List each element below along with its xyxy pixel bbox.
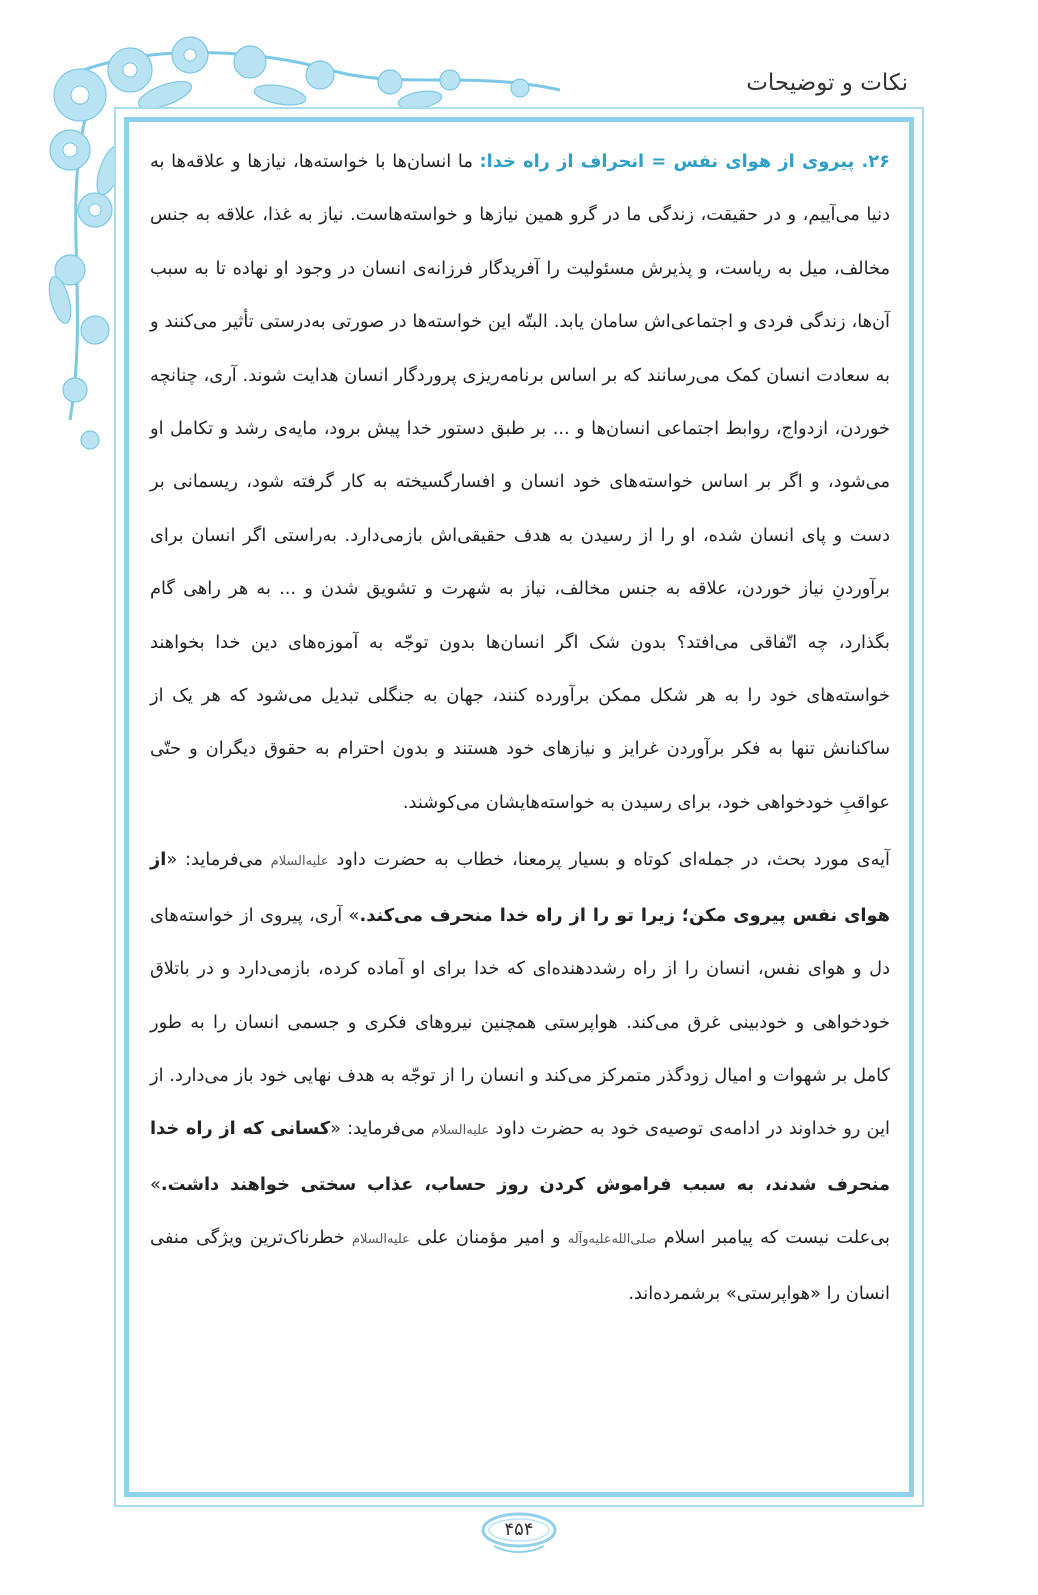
paragraph-text: و امیر مؤمنان علی [409,1227,568,1249]
honorific: صلی‌الله‌علیه‌وآله [567,1232,657,1248]
honorific: علیه‌السلام [270,854,329,870]
page-header-title: نکات و توضیحات [746,70,908,96]
paragraph-text: می‌فرماید: « [330,1118,432,1140]
paragraph-text: ما انسان‌ها با خواسته‌ها، نیازها و علاقه‌ها به دنیا می‌آییم، و در حقیقت، زندگی ما در گرو همین نیازها و خواسته‌هاست. نیاز به غذا، علاقه به جنس مخالف، میل به ریاست، و پذیرش مسئولیت را آفریدگار فرزانه‌ی انسان در وجود او نهاده تا به سبب آن‌ها، زندگی فردی و اجتماعی‌اش سامان یابد. البتّه این خواسته‌ها در صورتی به‌درستی تأثیر می‌کنند و به سعادت انسان کمک می‌رسانند که بر اساس برنامه‌ریزی پروردگار انسان هدایت شوند. آری، چنانچه خوردن، ازدواج، روابط اجتماعی انسان‌ها و ... بر طبق دستور خدا پیش برود، مایه‌ی رشد و تکامل او می‌شود، و اگر بر اساس خواسته‌های خود انسان و افسارگسیخته به کار گرفته شود، ریسمانی بر دست و پای انسان شده، او را از رسیدن به هدف حقیقی‌اش بازمی‌دارد. به‌راستی اگر انسان برای برآوردنِ نیاز خوردن، علاقه به جنس مخالف، نیاز به شهرت و تشویق شدن و ... به هر راهی گام بگذارد، چه اتّفاقی می‌افتد؟ بدون شک اگر انسان‌ها بدون توجّه به آموزه‌های دین خدا بخواهند خواسته‌های خود را به هر شکل ممکن برآورده کنند، جهان به جنگلی تبدیل می‌شود که هر یک از ساکنانش تنها به فکر برآوردن غرایز و نیازهای خود هستند و بدون احترام به حقوق دیگران و حتّی عواقبِ خودخواهی خود، برای رسیدن به خواسته‌هایشان می‌کوشند. [150,151,890,813]
honorific: علیه‌السلام [351,1232,410,1248]
paragraph-text: » آری، پیروی از خواسته‌های دل و هوای نفس، انسان را از راه رشددهنده‌ای که خدا برای او آماده کرده، بازمی‌دارد و در باتلاق خودخواهی و خودبینی غرق می‌کند. هواپرستی همچنین نیروهای فکری و جسمی انسان را به طور کامل بر شهوات و امیال زودگذر متمرکز می‌کند و انسان را از توجّه به هدف نهایی خود باز می‌دارد. از این رو خداوند در ادامه‌ی توصیه‌ی خود به حضرت داود [150,904,890,1140]
paragraph-2 [150,833,890,1320]
quran-quote: کسانی که از راه خدا منحرف شدند، به سبب فراموش کردن روز حساب، عذاب سختی خواهند داشت. [150,1118,890,1195]
quran-quote: از هوای نفس پیروی مکن؛ زیرا تو را از راه خدا منحرف می‌کند. [150,849,890,926]
paragraph-1 [150,135,890,829]
paragraph-text: آیه‌ی مورد بحث، در جمله‌ای کوتاه و بسیار پرمعنا، خطاب به حضرت داود [328,849,890,871]
paragraph-text: خطرناک‌ترین ویژگی منفی انسان را «هواپرستی» برشمرده‌اند. [150,1227,890,1304]
paragraph-text: می‌فرماید: « [166,849,271,871]
page-number: ۴۵۴ [504,1519,534,1540]
page-number-badge [474,1510,564,1554]
honorific: علیه‌السلام [431,1123,490,1139]
section-heading: ۲۶. پیروی از هوای نفس = انحراف از راه خدا: [479,151,890,172]
paragraph-text: » بی‌علت نیست که پیامبر اسلام [150,1173,890,1249]
main-text [150,135,890,1320]
